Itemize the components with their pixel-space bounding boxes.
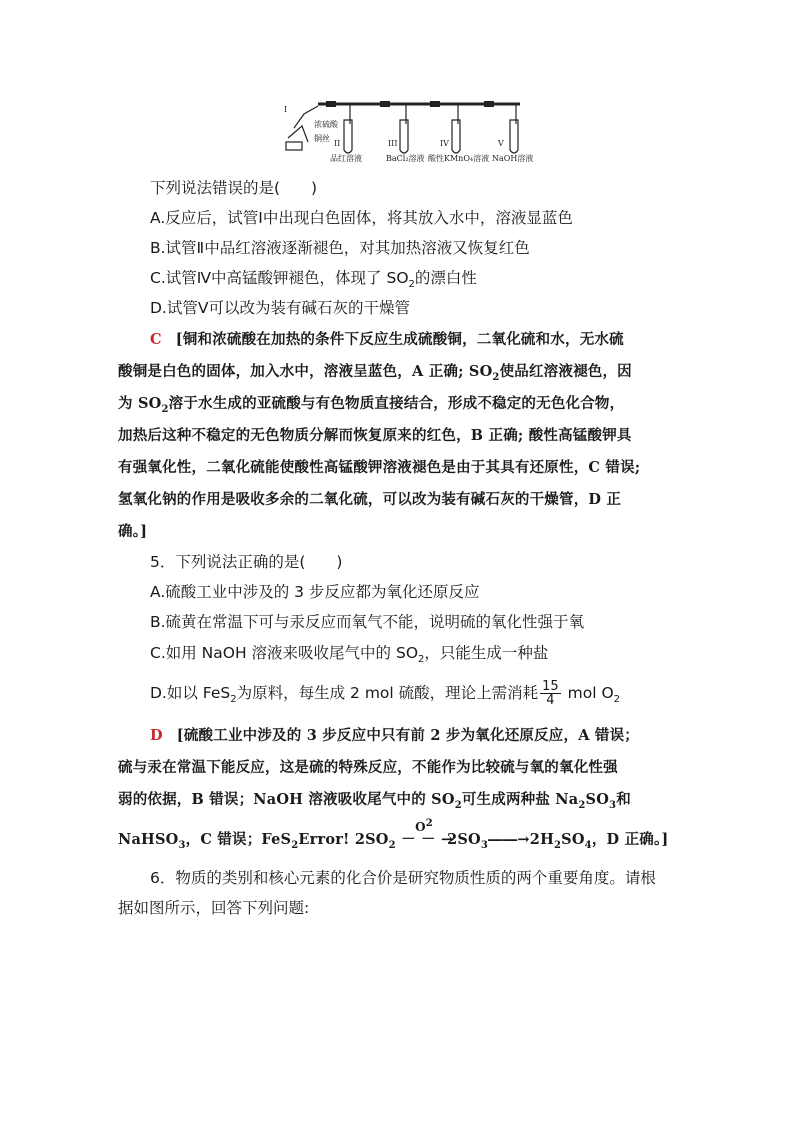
reaction-arrow-label: $O^2$ xyxy=(415,818,433,834)
q4-explanation-line-3 xyxy=(118,394,624,420)
q4-explanation-line-6: 氢氧化钠的作用是吸收多余的二氧化硫，可以改为装有碱石灰的干燥管，D 正 xyxy=(118,491,622,508)
explanation-text: ，C 错误；FeS xyxy=(185,831,292,848)
burner xyxy=(286,142,302,150)
q5-option-c-text: C.如用 NaOH 溶液来吸收尾气中的 SO xyxy=(150,644,419,662)
q5-explanation-line-1 xyxy=(150,726,639,746)
explanation-text: [铜和浓硫酸在加热的条件下反应生成硫酸铜，二氧化硫和水，无水硫 xyxy=(175,331,624,348)
tube-2 xyxy=(344,104,352,153)
q5-option-a: A.硫酸工业中涉及的 3 步反应都为氧化还原反应 xyxy=(150,583,480,601)
q4-explanation-line-5: 有强氧化性，二氧化硫能使酸性高锰酸钾溶液褪色是由于其具有还原性，C 错误; xyxy=(118,459,641,476)
q5-explanation-line-3 xyxy=(118,790,631,816)
q6-stem-line-2: 据如图所示，回答下列问题: xyxy=(118,899,310,917)
tube-3 xyxy=(400,104,408,153)
q5-stem: 5．下列说法正确的是( ) xyxy=(150,553,343,571)
label-acid: 浓硫酸 xyxy=(314,120,338,129)
subscript: 2 xyxy=(161,403,169,415)
q6-stem-line-1: 6．物质的类别和核心元素的化合价是研究物质性质的两个重要角度。请根 xyxy=(150,869,656,887)
q4-stem: 下列说法错误的是( ) xyxy=(150,179,318,197)
explanation-text: 弱的依据，B 错误；NaOH 溶液吸收尾气中的 SO xyxy=(118,791,455,808)
q4-option-c xyxy=(150,268,477,295)
fraction-denominator: 4 xyxy=(546,693,555,708)
q4-explanation-line-1 xyxy=(150,330,624,350)
q5-option-d xyxy=(150,680,620,710)
label-tube-4: IV xyxy=(440,139,449,148)
explanation-text: ――→2H xyxy=(488,831,554,848)
subscript: 2 xyxy=(291,839,299,851)
q5-option-c-text-end: ，只能生成一种盐 xyxy=(424,644,549,662)
explanation-text: 和 xyxy=(616,791,631,808)
explanation-text: [硫酸工业中涉及的 3 步反应中只有前 2 步为氧化还原反应，A 错误； xyxy=(176,727,640,744)
label-copper: 铜丝 xyxy=(314,134,330,143)
subscript: 2 xyxy=(454,799,462,811)
reaction-arrow xyxy=(401,818,454,850)
q4-option-d: D.试管Ⅴ可以改为装有碱石灰的干燥管 xyxy=(150,299,410,317)
pipe-joint xyxy=(484,101,494,107)
fraction-numerator: 15 xyxy=(542,679,559,694)
label-solution-2: 品红溶液 xyxy=(330,154,362,163)
q4-explanation-line-7: 确。] xyxy=(118,523,148,540)
explanation-text: 可生成两种盐 Na xyxy=(461,791,579,808)
pipe-joint xyxy=(326,101,336,107)
pipe-joint xyxy=(380,101,390,107)
q5-option-d-text: 为原料，每生成 2 mol 硫酸，理论上需消耗 xyxy=(236,684,539,702)
q5-option-d-text: D.如以 FeS xyxy=(150,684,231,702)
q5-explanation-line-4 xyxy=(118,818,669,856)
label-tube-3: III xyxy=(388,139,398,148)
q4-explanation-line-4: 加热后这种不稳定的无色物质分解而恢复原来的红色，B 正确; 酸性高锰酸钾具 xyxy=(118,427,632,444)
q5-answer: D xyxy=(150,727,163,744)
label-tube-1: I xyxy=(284,105,288,114)
explanation-text: 2SO xyxy=(447,831,481,848)
q4-answer: C xyxy=(150,331,162,348)
q4-option-c-text-end: 的漂白性 xyxy=(414,269,477,287)
subscript: 2 xyxy=(613,694,621,706)
subscript: 2 xyxy=(388,839,396,851)
subscript: 3 xyxy=(609,799,617,811)
q4-option-a: A.反应后，试管Ⅰ中出现白色固体，将其放入水中，溶液显蓝色 xyxy=(150,209,573,227)
explanation-text: SO xyxy=(585,791,610,808)
label-solution-3: BaCl₂溶液 xyxy=(386,154,425,163)
superscript: 2 xyxy=(425,818,433,829)
subscript: 3 xyxy=(178,839,186,851)
label-tube-2: II xyxy=(334,139,341,148)
fraction xyxy=(540,680,561,707)
explanation-text: 为 SO xyxy=(118,395,162,412)
subscript: 2 xyxy=(418,654,425,666)
explanation-text: 酸铜是白色的固体，加入水中，溶液呈蓝色，A 正确; SO xyxy=(118,363,493,380)
explanation-text: 溶于水生成的亚硫酸与有色物质直接结合，形成不稳定的无色化合物， xyxy=(168,395,625,412)
q4-explanation-line-2 xyxy=(118,362,632,388)
q4-option-b: B.试管Ⅱ中品红溶液逐渐褪色，对其加热溶液又恢复红色 xyxy=(150,239,530,257)
label-tube-5: V xyxy=(498,139,504,148)
explanation-text: Error! 2SO xyxy=(298,831,389,848)
explanation-text: 使品红溶液褪色，因 xyxy=(499,363,632,380)
q5-option-b: B.硫黄在常温下可与汞反应而氧气不能，说明硫的氧化性强于氧 xyxy=(150,613,585,631)
tube-5 xyxy=(510,104,518,153)
subscript: 2 xyxy=(492,371,500,383)
label-solution-4: 酸性KMnO₄溶液 xyxy=(428,154,490,163)
arrow-glyph: － － → xyxy=(401,831,454,848)
explanation-text: ，D 正确。] xyxy=(591,831,669,848)
stand-line xyxy=(288,126,308,142)
subscript: 3 xyxy=(480,839,489,851)
subscript: 2 xyxy=(408,279,415,291)
subscript: 2 xyxy=(578,799,586,811)
q4-option-c-text: C.试管Ⅳ中高锰酸钾褪色，体现了 SO xyxy=(150,269,409,287)
subscript: 4 xyxy=(584,839,592,851)
q5-option-d-text: mol O xyxy=(562,684,614,702)
tube-4 xyxy=(452,104,460,153)
q5-option-c xyxy=(150,643,548,670)
q5-explanation-line-2: 硫与汞在常温下能反应，这是硫的特殊反应，不能作为比较硫与氧的氧化性强 xyxy=(118,759,618,776)
explanation-text: NaHSO xyxy=(118,831,179,848)
apparatus-diagram xyxy=(280,98,540,166)
subscript: 2 xyxy=(553,839,562,851)
pipe-joint xyxy=(430,101,440,107)
subscript: 2 xyxy=(230,694,237,706)
label-solution-5: NaOH溶液 xyxy=(492,154,534,163)
explanation-text: SO xyxy=(561,831,585,848)
